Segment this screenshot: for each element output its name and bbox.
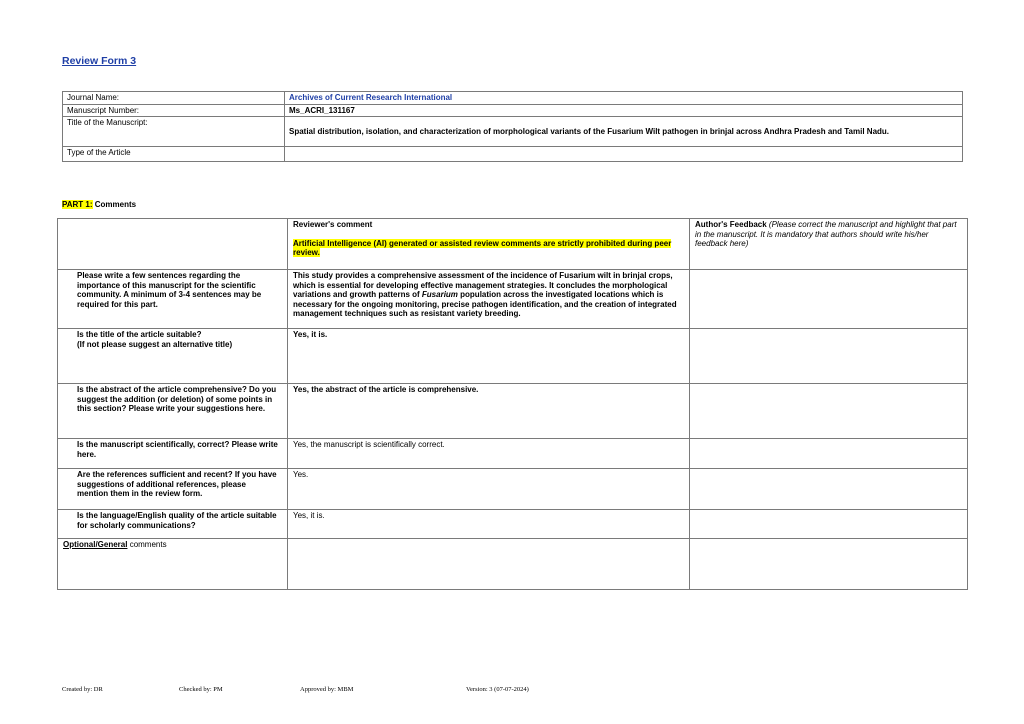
footer-approved: Approved by: MBM (300, 686, 354, 693)
part1-heading (62, 200, 136, 209)
table-row (58, 329, 968, 384)
type-value (285, 147, 963, 162)
table-row (58, 270, 968, 329)
footer-checked: Checked by: PM (179, 686, 223, 693)
answer-importance-part-b: population across the investigated locations which is necessary for the ongoing monitoring, precise pathogen identification, and the creation of integrated management techniques such as resistant variety breeding. (293, 290, 677, 319)
comments-header-row (58, 219, 968, 270)
author-feedback-header-cell (690, 219, 968, 270)
type-label: Type of the Article (63, 147, 285, 162)
title-row (63, 117, 963, 147)
comments-table (57, 218, 968, 590)
journal-label: Journal Name: (63, 92, 285, 105)
feedback-references[interactable] (690, 469, 968, 510)
reviewer-header-cell (288, 219, 690, 270)
feedback-importance[interactable] (690, 270, 968, 329)
answer-importance-part-a: This study provides a comprehensive assessment of the incidence of Fusarium wilt in brinjal crops, which is essential for developing effective management strategies. It concludes the morphological variations and growth patterns of (293, 271, 673, 300)
answer-title: Yes, it is. (288, 329, 690, 384)
title-label: Title of the Manuscript: (63, 117, 285, 147)
journal-row (63, 92, 963, 105)
table-row (58, 469, 968, 510)
author-feedback-title: Author's Feedback (695, 220, 767, 229)
table-row (58, 439, 968, 469)
reviewer-comment-title: Reviewer's comment (293, 220, 373, 229)
feedback-language[interactable] (690, 510, 968, 539)
footer-created: Created by: DR (62, 686, 103, 693)
answer-importance-italic: Fusarium (421, 290, 458, 300)
author-feedback-note: (Please correct the manuscript and highlight that part in the manuscript. It is mandatory that authors should write his/her feedback here) (695, 220, 957, 249)
table-row (58, 510, 968, 539)
ai-warning: Artificial Intelligence (AI) generated or assisted review comments are strictly prohibited during peer review. (293, 238, 672, 258)
type-row (63, 147, 963, 162)
answer-references: Yes. (288, 469, 690, 510)
question-title (58, 329, 288, 384)
feedback-title[interactable] (690, 329, 968, 384)
title-value: Spatial distribution, isolation, and characterization of morphological variants of the Fusarium Wilt pathogen in brinjal across Andhra Pradesh and Tamil Nadu. (285, 117, 963, 147)
manuscript-label: Manuscript Number: (63, 104, 285, 117)
question-references: Are the references sufficient and recent? If you have suggestions of additional references, please mention them in the review form. (58, 469, 288, 510)
feedback-scientific[interactable] (690, 439, 968, 469)
question-scientific: Is the manuscript scientifically, correct? Please write here. (58, 439, 288, 469)
optional-feedback-cell[interactable] (690, 539, 968, 590)
optional-reviewer-cell[interactable] (288, 539, 690, 590)
part1-prefix: PART 1: (62, 200, 93, 209)
optional-underlined: Optional/General (63, 540, 128, 549)
form-title: Review Form 3 (62, 55, 137, 67)
optional-comments-label (58, 539, 288, 590)
part1-suffix: Comments (92, 200, 137, 209)
question-abstract: Is the abstract of the article comprehensive? Do you suggest the addition (or deletion) of some points in this section? Please write your suggestions here. (58, 384, 288, 439)
question-title-line1: Is the title of the article suitable? (77, 330, 202, 339)
journal-value: Archives of Current Research International (285, 92, 963, 105)
manuscript-value: Ms_ACRI_131167 (285, 104, 963, 117)
header-empty-cell (58, 219, 288, 270)
manuscript-info-table (62, 91, 963, 162)
footer-version: Version: 3 (07-07-2024) (466, 686, 529, 693)
answer-scientific: Yes, the manuscript is scientifically correct. (288, 439, 690, 469)
answer-abstract: Yes, the abstract of the article is comprehensive. (288, 384, 690, 439)
optional-rest: comments (127, 540, 167, 549)
answer-importance (288, 270, 690, 329)
question-language: Is the language/English quality of the article suitable for scholarly communications? (58, 510, 288, 539)
answer-language: Yes, it is. (288, 510, 690, 539)
question-importance: Please write a few sentences regarding the importance of this manuscript for the scientific community. A minimum of 3-4 sentences may be required for this part. (58, 270, 288, 329)
question-title-line2: (If not please suggest an alternative title) (77, 339, 233, 349)
table-row (58, 539, 968, 590)
feedback-abstract[interactable] (690, 384, 968, 439)
table-row (58, 384, 968, 439)
manuscript-row (63, 104, 963, 117)
